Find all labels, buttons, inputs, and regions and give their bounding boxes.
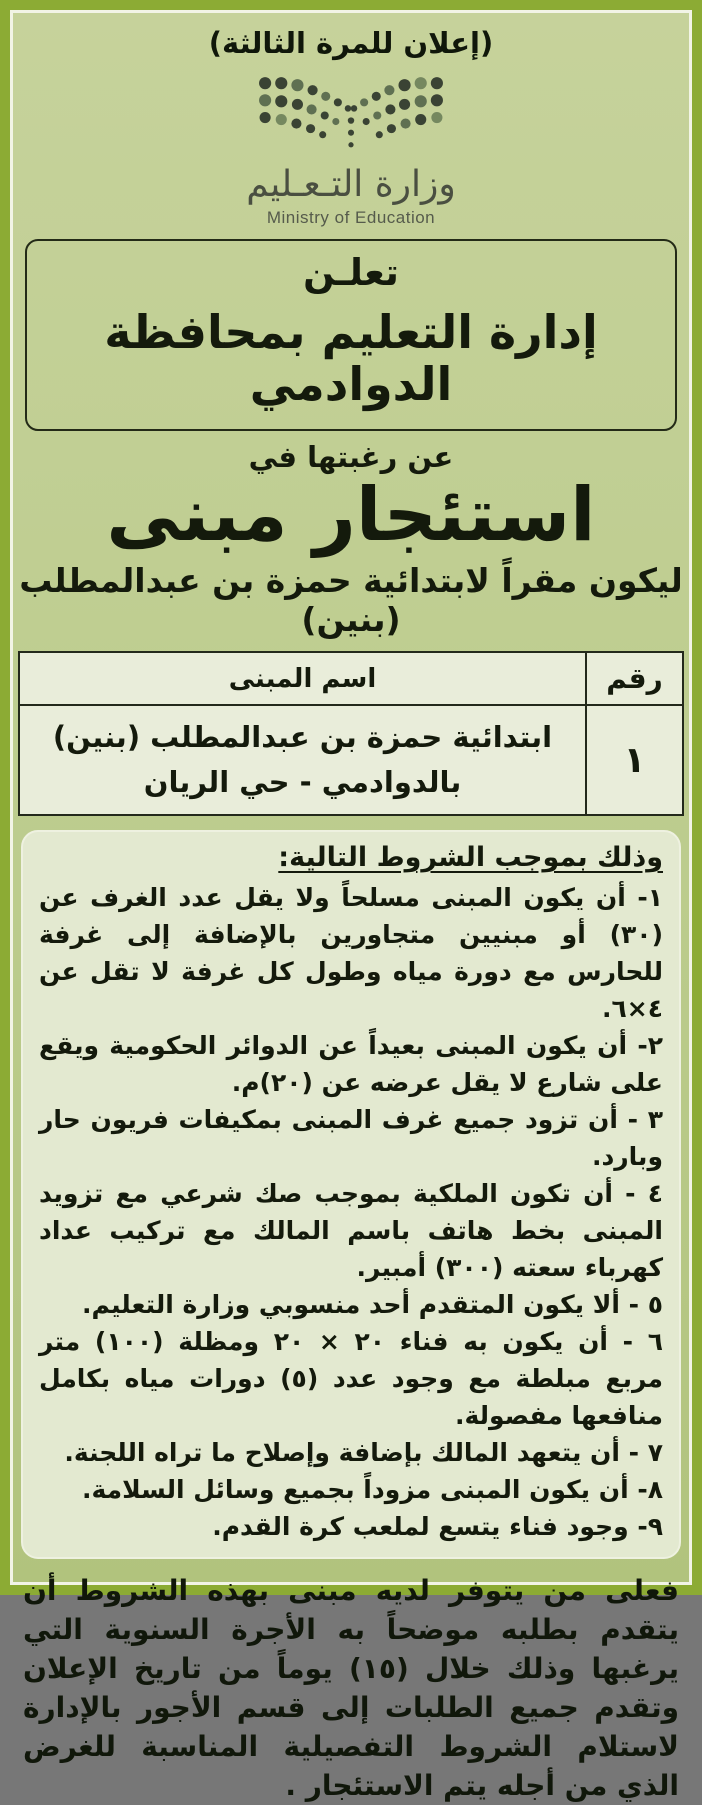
building-name-line1: ابتدائية حمزة بن عبدالمطلب (بنين) <box>52 720 553 755</box>
announcement-inner-frame <box>10 10 692 1803</box>
header-building-name: اسم المبنى <box>19 652 586 705</box>
condition-item-5: ٥ - ألا يكون المتقدم أحد منسوبي وزارة التعليم. <box>81 1290 663 1320</box>
condition-item-7: ٧ - أن يتعهد المالك بإضافة وإصلاح ما تراه اللجنة. <box>64 1438 663 1468</box>
condition-item-6: ٦ - أن يكون به فناء ٢٠ × ٢٠ ومظلة (١٠٠) متر مربع مبلطة مع وجود عدد (٥) دورات مياه بكامل منافعها مفصولة. <box>39 1327 663 1431</box>
condition-item-1: ١- أن يكون المبنى مسلحاً ولا يقل عدد الغرف عن (٣٠) أو مبنيين متجاورين بالإضافة إلى غرفة للحارس مع دورة مياه وطول كل غرفة لا تقل عن ٤×٦. <box>39 883 663 1024</box>
cell-number: ١ <box>586 705 683 815</box>
condition-item-2: ٢- أن يكون المبنى بعيداً عن الدوائر الحكومية ويقع على شارع لا يقل عرضه عن (٢٠)م. <box>39 1031 663 1098</box>
submission-instructions: فعلى من يتوفر لديه مبنى بهذه الشروط أن يتقدم بطلبه موضحاً به الأجرة السنوية التي يرغبها وذلك خلال (١٥) يوماً من تاريخ الإعلان وتقدم جميع الطلبات إلى قسم الأجور بالإدارة لاستلام الشروط التفصيلية المناسبة للغرض الذي من أجله يتم الاستئجار . <box>23 1574 680 1803</box>
conditions-panel <box>21 830 681 1559</box>
ministry-of-education-dots-icon <box>255 73 447 163</box>
announcing-authority-box <box>25 239 677 432</box>
cell-building-name <box>19 705 586 815</box>
building-name-line2: بالدوادمي - حي الريان <box>143 765 462 800</box>
ministry-wordmark-arabic: وزارة التـعـليم <box>246 164 456 205</box>
table-row <box>19 705 683 815</box>
ministry-logo <box>13 73 689 163</box>
top-note: (إعلان للمرة الثالثة) <box>208 26 494 60</box>
ministry-wordmark-english: Ministry of Education <box>266 207 436 227</box>
table-header-row <box>19 652 683 705</box>
announcement-purpose: ليكون مقراً لابتدائية حمزة بن عبدالمطلب (بنين) <box>19 561 683 640</box>
building-table <box>18 651 684 816</box>
condition-item-4: ٤ - أن تكون الملكية بموجب صك شرعي مع تزويد المبنى بخط هاتف باسم المالك مع تركيب عداد كهرباء سعته (٣٠٠) أمبير. <box>39 1179 663 1283</box>
conditions-heading: وذلك بموجب الشروط التالية: <box>278 842 663 874</box>
announcement-subject: استئجار مبنى <box>106 472 596 559</box>
condition-item-8: ٨- أن يكون المبنى مزوداً بجميع وسائل السلامة. <box>82 1475 663 1505</box>
header-number: رقم <box>586 652 683 705</box>
condition-item-9: ٩- وجود فناء يتسع لملعب كرة القدم. <box>212 1512 663 1542</box>
authority-name: إدارة التعليم بمحافظة الدوادمي <box>104 304 598 412</box>
condition-item-3: ٣ - أن تزود جميع غرف المبنى بمكيفات فريون حار وبارد. <box>39 1105 663 1172</box>
announcement-intro: عن رغبتها في <box>248 440 454 475</box>
announce-verb: تعلـن <box>303 250 399 294</box>
